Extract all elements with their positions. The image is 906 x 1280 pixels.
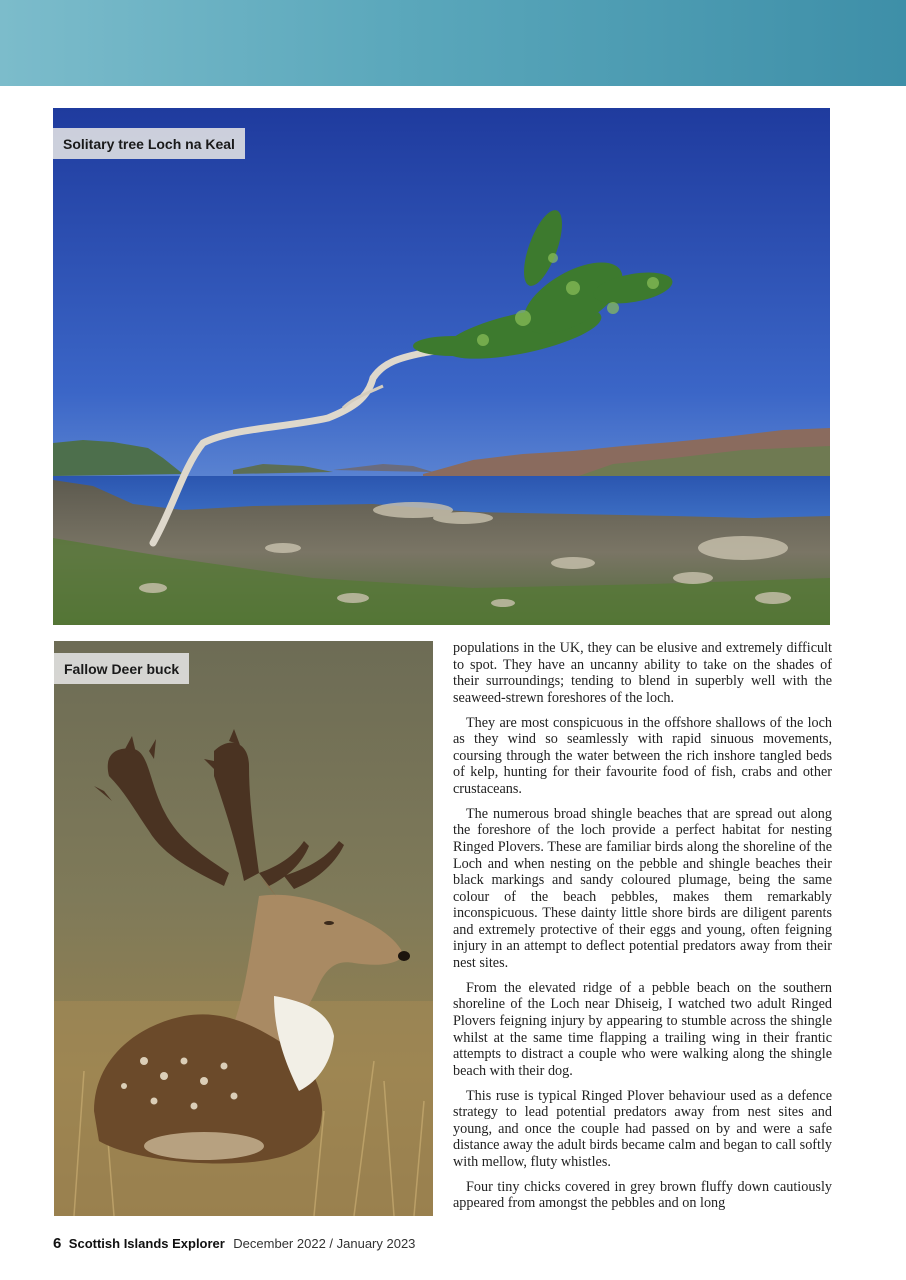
landscape-photo-icon <box>53 108 830 625</box>
article-paragraph: They are most conspicuous in the offshore shallows of the loch as they wind so seamlessly with rapid sinuous movements, coursing through the water between the rich inshore tangled beds of kelp, hunting for their favourite food of fish, crabs and other crustaceans. <box>453 714 832 797</box>
tree-photo <box>53 108 830 625</box>
header-band <box>0 0 906 86</box>
magazine-title: Scottish Islands Explorer <box>68 1236 225 1251</box>
article-paragraph: Four tiny chicks covered in grey brown fluffy down cautiously appeared from amongst the pebbles and on long <box>453 1178 832 1212</box>
article-body <box>453 640 832 1215</box>
deer-photo-caption: Fallow Deer buck <box>54 653 189 684</box>
article-paragraph: This ruse is typical Ringed Plover behaviour used as a defence strategy to lead potential predators away from nest sites and young, and once the couple had passed on by and were a safe distance away the adult birds became calm and began to call softly with mellow, fluty whistles. <box>453 1087 832 1170</box>
deer-photo <box>54 641 433 1216</box>
article-paragraph: The numerous broad shingle beaches that are spread out along the foreshore of the loch provide a perfect habitat for nesting Ringed Plovers. These are familiar birds along the shoreline of the Loch and when nesting on the pebble and shingle beaches their black markings and sandy coloured plumage, being the same colour of the beach pebbles, makes them remarkably inconspicuous. These dainty little shore birds are diligent parents and extremely protective of their eggs and young, often feigning injury in an attempt to deflect potential predators away from their nest sites. <box>453 805 832 971</box>
deer-photo-icon <box>54 641 433 1216</box>
page-footer <box>53 1235 415 1253</box>
page-number: 6 <box>53 1235 62 1252</box>
issue-date: December 2022 / January 2023 <box>233 1236 416 1251</box>
article-paragraph: From the elevated ridge of a pebble beach on the southern shoreline of the Loch near Dhiseig, I watched two adult Ringed Plovers feigning injury by appearing to stumble across the shingle whilst at the same time flapping a trailing wing in their frantic attempts to distract a couple who were walking along the shingle beach with their dog. <box>453 979 832 1079</box>
tree-photo-caption: Solitary tree Loch na Keal <box>53 128 245 159</box>
article-paragraph: populations in the UK, they can be elusive and extremely difficult to spot. They have an uncanny ability to take on the shades of their surroundings; tending to blend in superbly well with the seaweed-strewn foreshores of the loch. <box>453 640 832 706</box>
